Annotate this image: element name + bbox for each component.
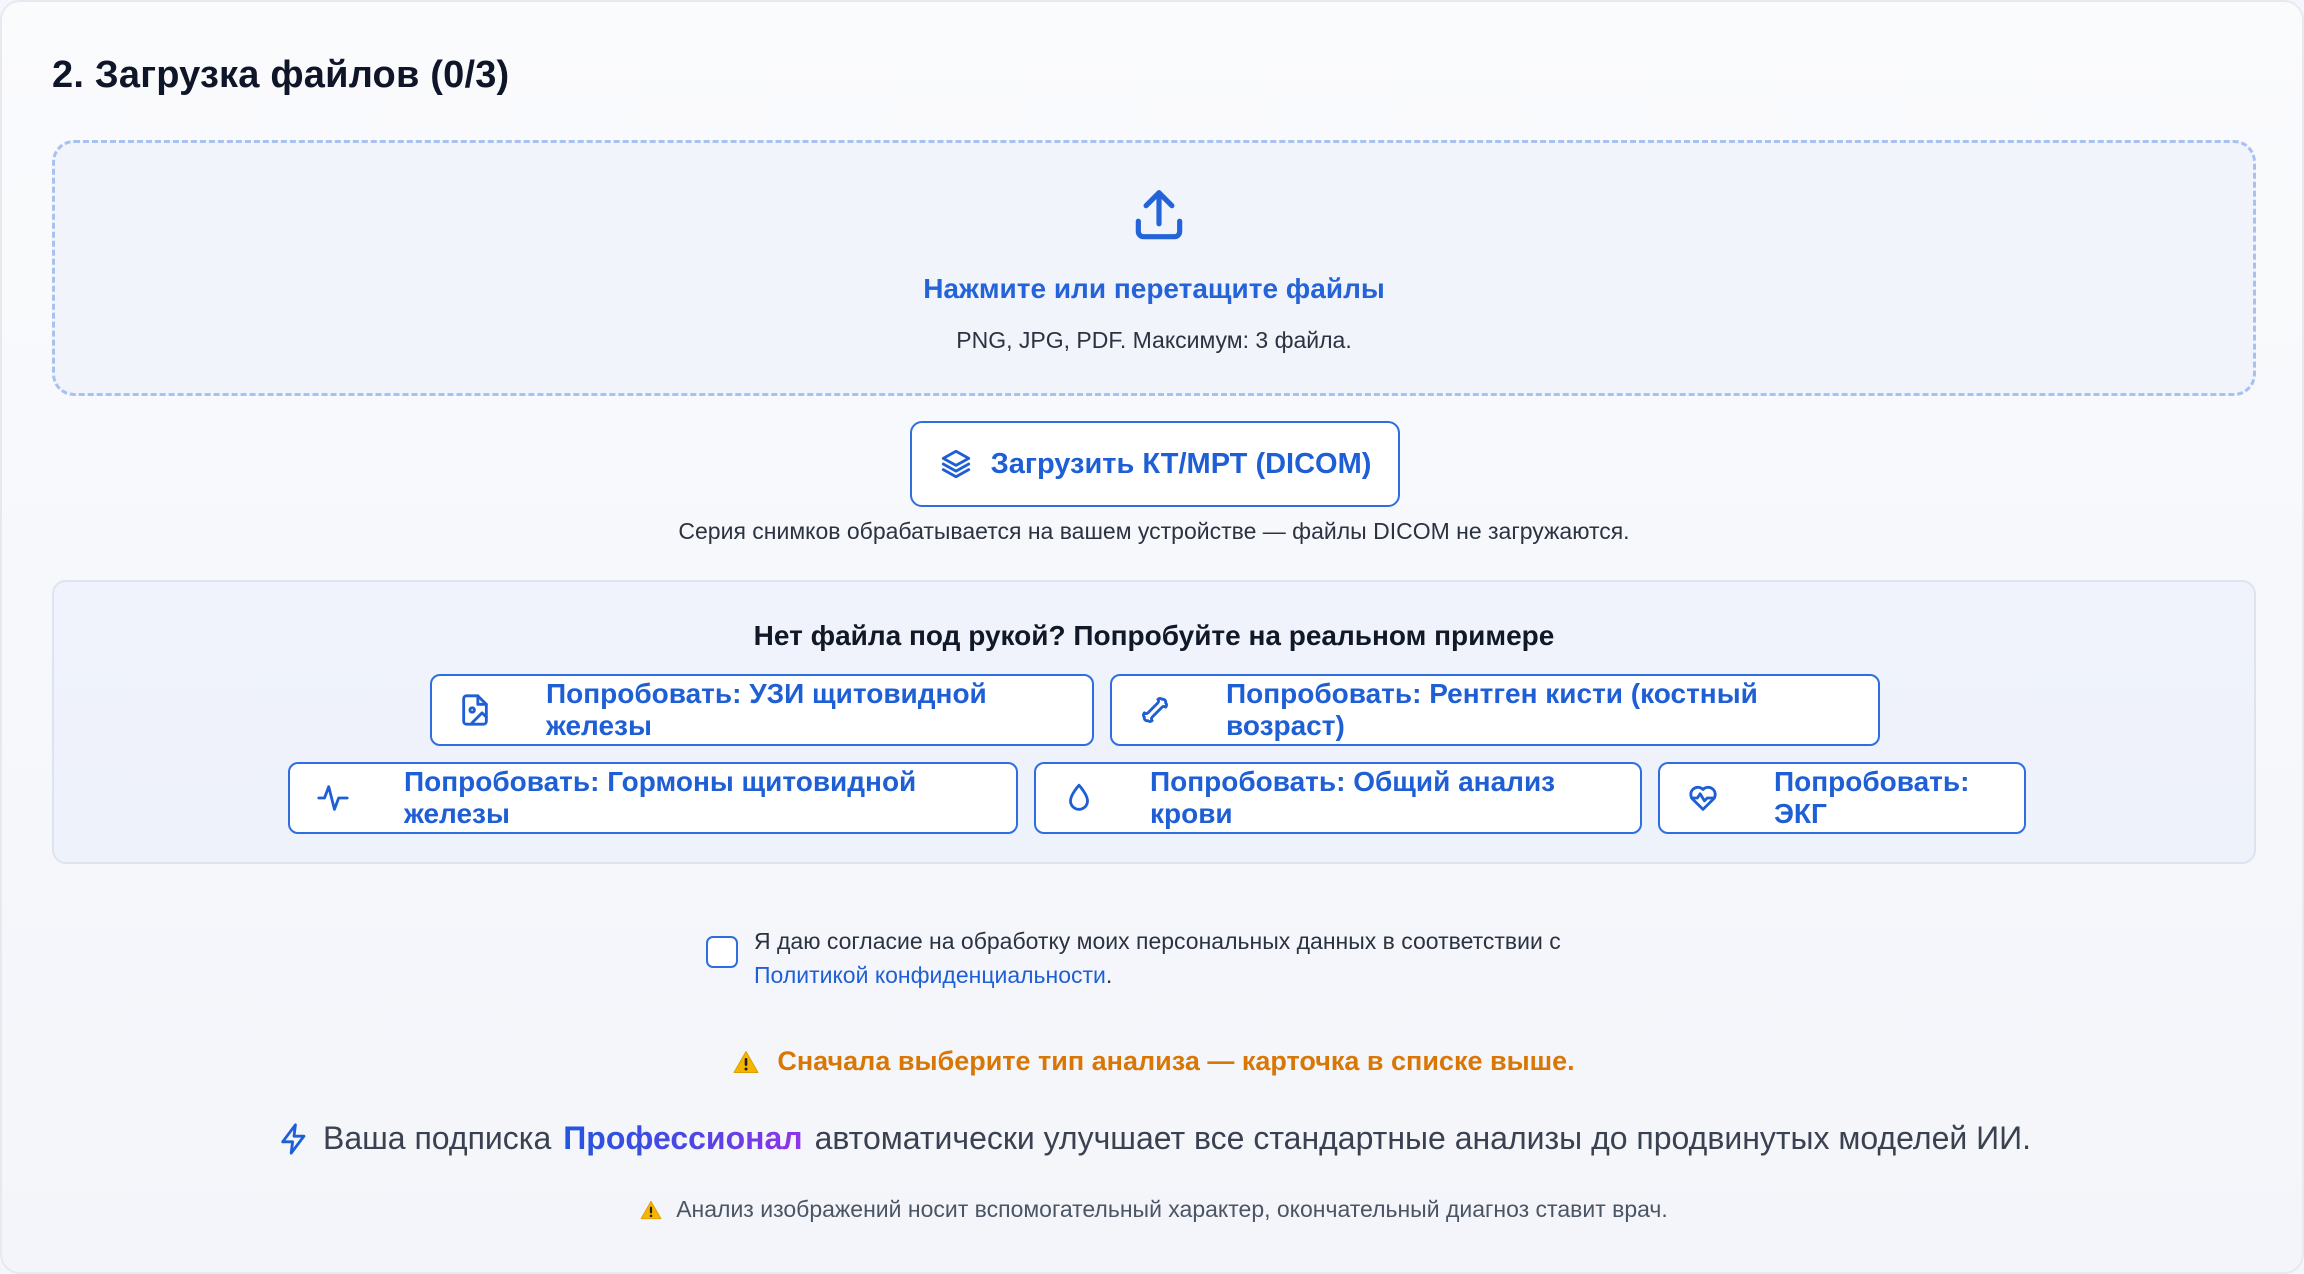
examples-title: Нет файла под рукой? Попробуйте на реальном примере xyxy=(753,620,1555,651)
example-label: Попробовать: Гормоны щитовидной железы xyxy=(404,766,917,829)
examples-panel xyxy=(52,580,2256,864)
layers-icon xyxy=(939,447,973,481)
consent-text xyxy=(754,924,1594,992)
subscription-info xyxy=(2,1120,2304,1157)
subscription-text-before: Ваша подписка xyxy=(322,1120,552,1156)
heart-pulse-icon xyxy=(1686,781,1720,815)
file-image-icon xyxy=(458,693,492,727)
medical-disclaimer xyxy=(2,1196,2304,1223)
upload-dicom-button[interactable] xyxy=(910,421,1400,507)
example-label: Попробовать: Общий анализ крови xyxy=(1150,766,1556,829)
consent-text-end: . xyxy=(1105,962,1113,988)
privacy-policy-link[interactable]: Политикой конфиденциальности xyxy=(754,962,1106,988)
plan-name: Профессионал xyxy=(563,1120,803,1156)
disclaimer-text: Анализ изображений носит вспомогательный характер, окончательный диагноз ставит врач. xyxy=(676,1196,1668,1222)
example-ecg-button[interactable] xyxy=(1658,762,2026,834)
example-label: Попробовать: УЗИ щитовидной железы xyxy=(546,678,987,741)
subscription-text-after: автоматически улучшает все стандартные анализы до продвинутых моделей ИИ. xyxy=(814,1120,2032,1156)
example-blood-test-button[interactable] xyxy=(1034,762,1642,834)
analysis-type-warning xyxy=(2,1046,2304,1077)
upload-icon xyxy=(1128,185,1190,247)
consent-text-main: Я даю согласие на обработку моих персональных данных в соответствии с xyxy=(754,928,1561,954)
dicom-note: Серия снимков обрабатывается на вашем устройстве — файлы DICOM не загружаются. xyxy=(678,518,1630,544)
section-title: 2. Загрузка файлов (0/3) xyxy=(52,54,510,96)
warning-text: Сначала выберите тип анализа — карточка в списке выше. xyxy=(777,1046,1575,1076)
activity-icon xyxy=(316,781,350,815)
lightning-icon xyxy=(277,1122,311,1156)
droplet-icon xyxy=(1062,781,1096,815)
dropzone-title: Нажмите или перетащите файлы xyxy=(923,273,1385,304)
bone-icon xyxy=(1138,693,1172,727)
upload-dicom-label: Загрузить КТ/МРТ (DICOM) xyxy=(990,447,1372,480)
dropzone-subtitle: PNG, JPG, PDF. Максимум: 3 файла. xyxy=(956,327,1352,353)
warning-icon xyxy=(733,1050,759,1074)
example-label: Попробовать: Рентген кисти (костный возраст) xyxy=(1226,678,1758,741)
warning-icon xyxy=(640,1200,662,1220)
example-hand-xray-button[interactable] xyxy=(1110,674,1880,746)
example-label: Попробовать: ЭКГ xyxy=(1774,766,1970,829)
example-thyroid-ultrasound-button[interactable] xyxy=(430,674,1094,746)
example-thyroid-hormones-button[interactable] xyxy=(288,762,1018,834)
consent-checkbox[interactable] xyxy=(706,936,738,968)
file-dropzone[interactable] xyxy=(52,140,2256,396)
